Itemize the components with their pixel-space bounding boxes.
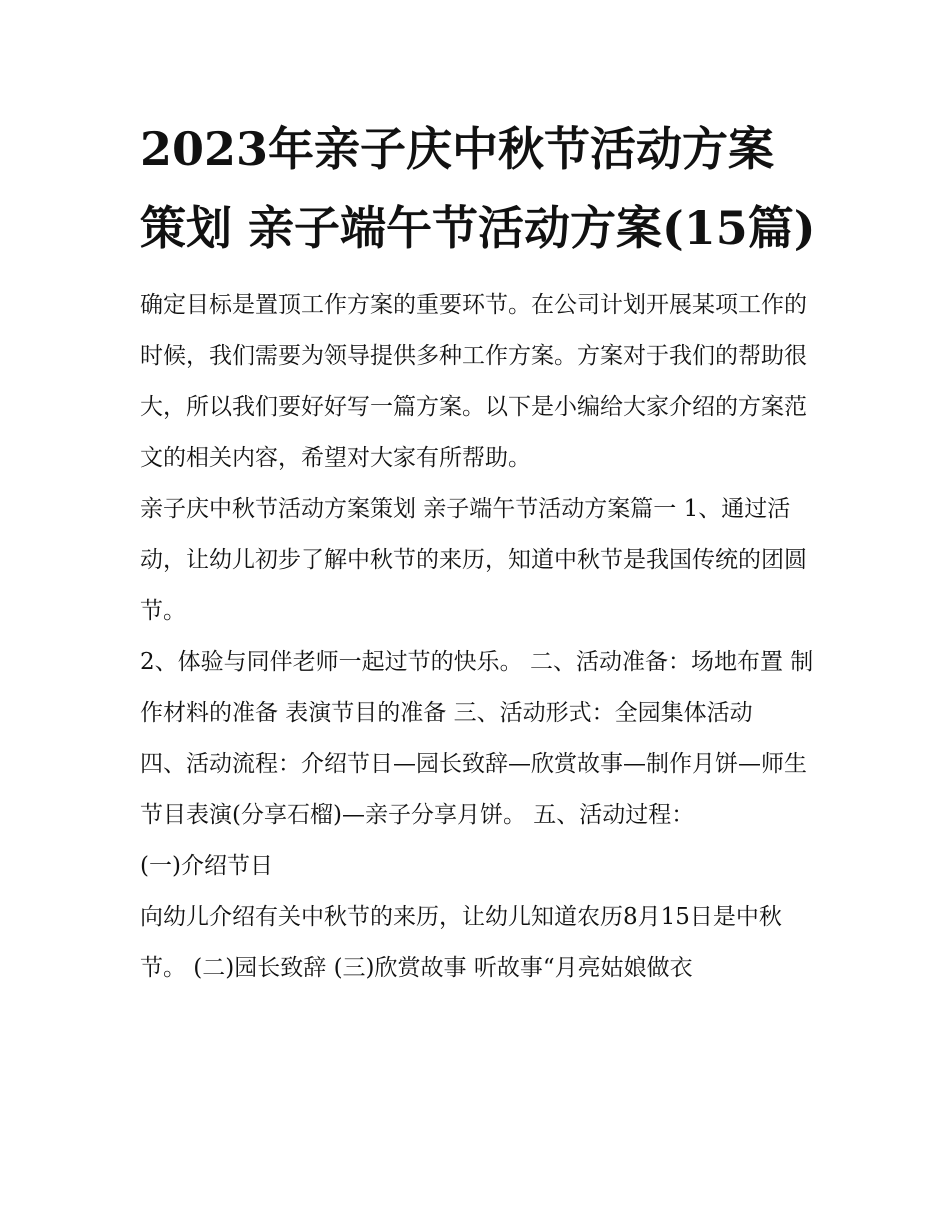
paragraph-section-4: 四、活动流程：介绍节日—园长致辞—欣赏故事—制作月饼—师生节目表演(分享石榴)—亲子分享月饼。 五、活动过程：	[140, 751, 807, 828]
paragraph-intro: 确定目标是置顶工作方案的重要环节。在公司计划开展某项工作的时候，我们需要为领导提供多种工作方案。方案对于我们的帮助很大，所以我们要好好写一篇方案。以下是小编给大家介绍的方案范文的相关内容，希望对大家有所帮助。	[140, 292, 807, 471]
paragraph-section-1: 亲子庆中秋节活动方案策划 亲子端午节活动方案篇一 1、通过活动，让幼儿初步了解中秋节的来历，知道中秋节是我国传统的团圆节。	[140, 496, 807, 624]
document-title: 2023年亲子庆中秋节活动方案策划 亲子端午节活动方案(15篇)	[140, 122, 816, 255]
paragraph-subheading: (一)介绍节日	[140, 853, 273, 879]
document-page	[140, 110, 820, 994]
paragraph-section-2: 2、体验与同伴老师一起过节的快乐。 二、活动准备：场地布置 制作材料的准备 表演节目的准备 三、活动形式：全园集体活动	[140, 649, 814, 726]
paragraph-section-intro-festival: 向幼儿介绍有关中秋节的来历，让幼儿知道农历8月15日是中秋节。 (二)园长致辞 (三)欣赏故事 听故事“月亮姑娘做衣	[140, 904, 782, 981]
